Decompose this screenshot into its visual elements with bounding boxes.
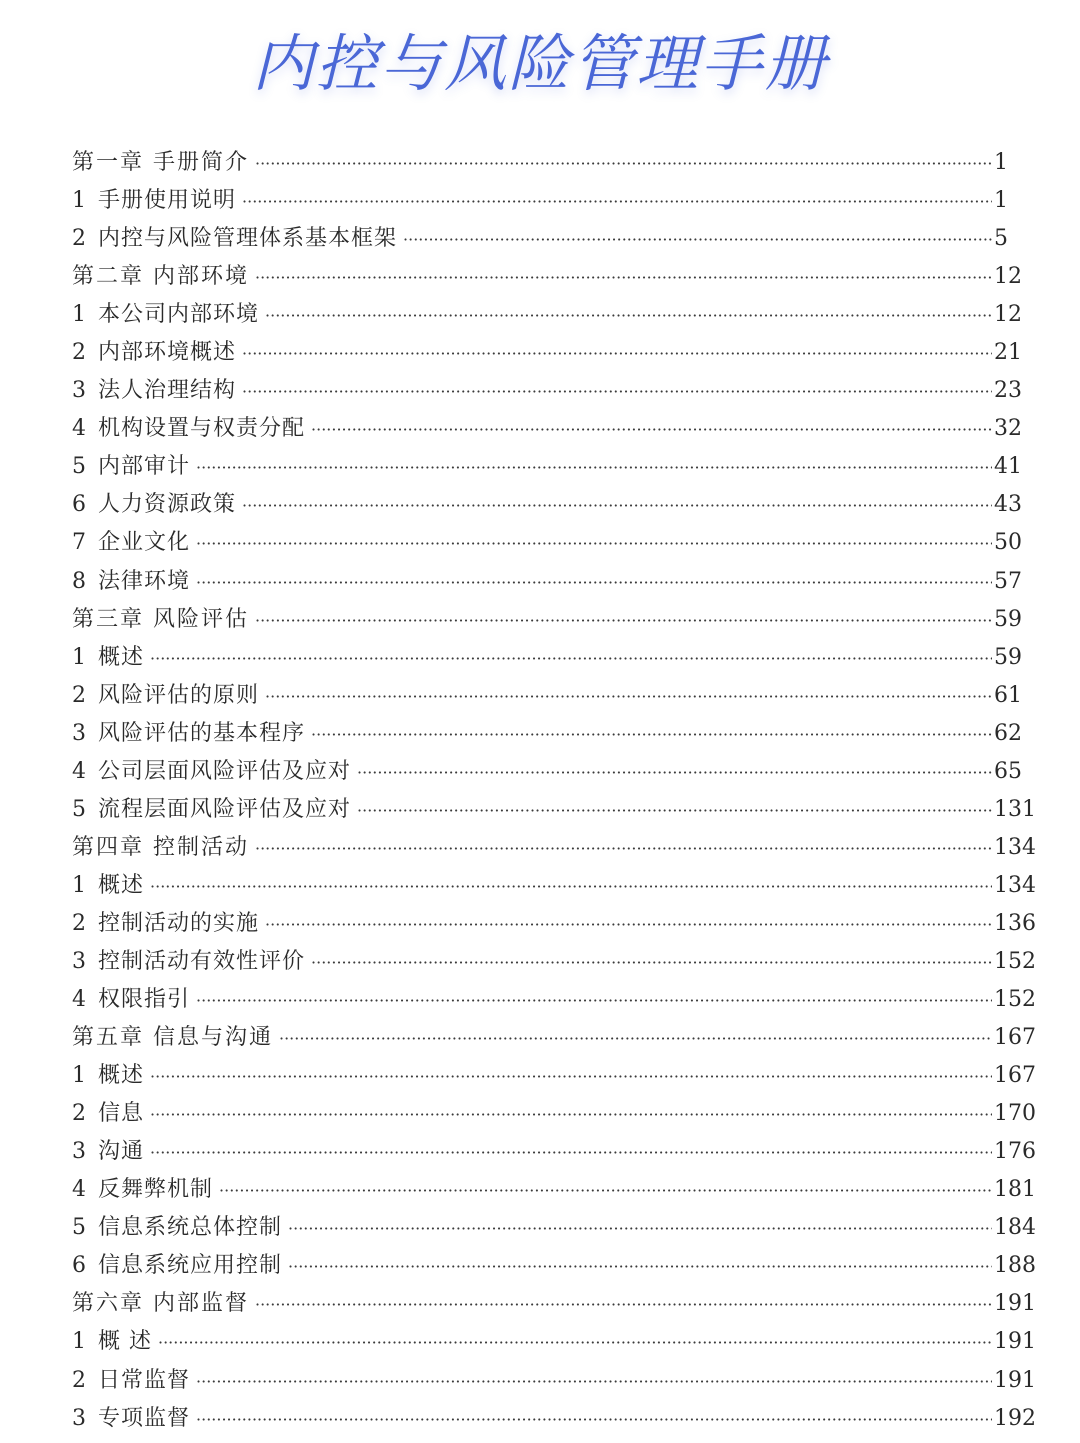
- toc-page-number: 65: [994, 758, 1022, 784]
- toc-page-number: 152: [994, 948, 1036, 974]
- toc-section-entry[interactable]: [72, 524, 1032, 562]
- toc-page-number: 23: [994, 378, 1022, 404]
- toc-entry-text: 第六章 内部监督: [72, 1291, 249, 1317]
- toc-entry-text: 权限指引: [98, 987, 191, 1013]
- toc-entry-text: 本公司内部环境: [98, 302, 260, 328]
- toc-entry-text: 法律环境: [98, 568, 191, 594]
- toc-section-entry[interactable]: [72, 639, 1032, 677]
- toc-section-entry[interactable]: [72, 220, 1032, 258]
- toc-entry-number: 1: [72, 1329, 87, 1355]
- toc-dot-leader: [255, 259, 992, 297]
- toc-entry-label: [72, 524, 190, 562]
- toc-entry-text: 专项监督: [98, 1405, 191, 1431]
- toc-dot-leader: [196, 449, 992, 487]
- toc-section-entry[interactable]: [72, 905, 1036, 943]
- toc-entry-number: 2: [72, 226, 87, 252]
- toc-page-number: 136: [994, 910, 1036, 936]
- toc-entry-label: [72, 981, 190, 1019]
- toc-page-number: 176: [994, 1139, 1036, 1165]
- toc-entry-number: 2: [72, 340, 87, 366]
- toc-entry-number: 1: [72, 644, 87, 670]
- toc-entry-text: 概述: [98, 872, 145, 898]
- toc-entry-text: 日常监督: [98, 1367, 191, 1393]
- toc-dot-leader: [242, 487, 992, 525]
- toc-section-entry[interactable]: [72, 791, 1036, 829]
- toc-dot-leader: [219, 1172, 992, 1210]
- toc-section-entry[interactable]: [72, 1247, 1036, 1285]
- toc-entry-text: 流程层面风险评估及应对: [98, 796, 352, 822]
- toc-chapter-entry[interactable]: [72, 258, 1032, 296]
- toc-dot-leader: [255, 145, 992, 183]
- toc-entry-number: 3: [72, 948, 87, 974]
- toc-page-number: 32: [994, 416, 1022, 442]
- toc-entry-label: [72, 715, 305, 753]
- toc-section-entry[interactable]: [72, 867, 1036, 905]
- toc-entry-number: 2: [72, 910, 87, 936]
- toc-dot-leader: [196, 1401, 992, 1439]
- toc-page-number: 5: [994, 226, 1008, 252]
- toc-page-number: 152: [994, 987, 1036, 1013]
- toc-section-entry[interactable]: [72, 1095, 1036, 1133]
- toc-entry-label: [72, 296, 259, 334]
- toc-entry-label: [72, 1285, 249, 1323]
- toc-entry-number: 4: [72, 987, 87, 1013]
- toc-entry-text: 第二章 内部环境: [72, 264, 249, 290]
- toc-page-number: 192: [994, 1405, 1036, 1431]
- toc-entry-text: 第三章 风险评估: [72, 606, 249, 632]
- toc-section-entry[interactable]: [72, 677, 1032, 715]
- toc-entry-text: 信息: [98, 1101, 145, 1127]
- toc-page-number: 134: [994, 872, 1036, 898]
- toc-dot-leader: [150, 1058, 992, 1096]
- toc-section-entry[interactable]: [72, 486, 1032, 524]
- toc-dot-leader: [255, 830, 992, 868]
- toc-entry-text: 信息系统总体控制: [98, 1215, 283, 1241]
- toc-entry-text: 风险评估的基本程序: [98, 720, 306, 746]
- table-of-contents: [72, 144, 1036, 1438]
- toc-entry-number: 2: [72, 1101, 87, 1127]
- toc-entry-label: [72, 639, 144, 677]
- toc-entry-text: 风险评估的原则: [98, 682, 260, 708]
- toc-dot-leader: [357, 754, 992, 792]
- toc-chapter-entry[interactable]: [72, 601, 1032, 639]
- toc-entry-number: 3: [72, 720, 87, 746]
- toc-dot-leader: [279, 1020, 992, 1058]
- toc-entry-text: 人力资源政策: [98, 492, 237, 518]
- toc-entry-label: [72, 1171, 213, 1209]
- toc-dot-leader: [255, 1286, 992, 1324]
- toc-section-entry[interactable]: [72, 334, 1032, 372]
- toc-chapter-entry[interactable]: [72, 1285, 1036, 1323]
- toc-entry-label: [72, 829, 249, 867]
- toc-entry-number: 3: [72, 1139, 87, 1165]
- toc-entry-label: [72, 448, 190, 486]
- toc-entry-label: [72, 753, 351, 791]
- page-title: 内控与风险管理手册: [251, 27, 828, 100]
- toc-page-number: 12: [994, 264, 1022, 290]
- toc-entry-number: 1: [72, 1063, 87, 1089]
- toc-dot-leader: [311, 944, 992, 982]
- toc-entry-label: [72, 182, 236, 220]
- toc-entry-text: 机构设置与权责分配: [98, 416, 306, 442]
- toc-entry-text: 企业文化: [98, 530, 191, 556]
- toc-page-number: 191: [994, 1291, 1036, 1317]
- toc-entry-label: [72, 601, 249, 639]
- toc-entry-text: 概述: [98, 1063, 145, 1089]
- toc-section-entry[interactable]: [72, 1400, 1036, 1438]
- toc-dot-leader: [288, 1210, 992, 1248]
- toc-entry-label: [72, 1057, 144, 1095]
- toc-entry-number: 2: [72, 682, 87, 708]
- toc-section-entry[interactable]: [72, 943, 1036, 981]
- toc-entry-label: [72, 1323, 152, 1361]
- toc-entry-number: 6: [72, 1253, 87, 1279]
- toc-section-entry[interactable]: [72, 563, 1032, 601]
- toc-entry-label: [72, 1362, 190, 1400]
- toc-entry-text: 法人治理结构: [98, 378, 237, 404]
- toc-section-entry[interactable]: [72, 1171, 1036, 1209]
- toc-page-number: 1: [994, 150, 1008, 175]
- toc-entry-number: 7: [72, 530, 87, 556]
- toc-entry-label: [72, 1209, 282, 1247]
- toc-section-entry[interactable]: [72, 1362, 1036, 1400]
- toc-page-number: 21: [994, 340, 1022, 366]
- toc-dot-leader: [242, 373, 992, 411]
- toc-entry-label: [72, 258, 249, 296]
- toc-page-number: 59: [994, 606, 1022, 632]
- toc-page-number: 50: [994, 530, 1022, 556]
- toc-dot-leader: [288, 1248, 992, 1286]
- toc-page-number: 191: [994, 1329, 1036, 1355]
- toc-entry-label: [72, 1247, 282, 1285]
- toc-dot-leader: [150, 868, 992, 906]
- toc-entry-label: [72, 220, 397, 258]
- toc-entry-label: [72, 1133, 144, 1171]
- toc-entry-number: 4: [72, 1177, 87, 1203]
- toc-dot-leader: [196, 982, 992, 1020]
- toc-page-number: 170: [994, 1101, 1036, 1127]
- toc-entry-text: 概述: [98, 644, 145, 670]
- toc-dot-leader: [196, 525, 992, 563]
- toc-page-number: 1: [994, 188, 1008, 214]
- toc-entry-label: [72, 905, 259, 943]
- toc-entry-text: 内控与风险管理体系基本框架: [98, 226, 398, 252]
- toc-entry-text: 内部审计: [98, 454, 191, 480]
- toc-section-entry[interactable]: [72, 715, 1032, 753]
- toc-section-entry[interactable]: [72, 372, 1032, 410]
- toc-page-number: 61: [994, 682, 1022, 708]
- toc-section-entry[interactable]: [72, 448, 1032, 486]
- toc-entry-text: 反舞弊机制: [98, 1177, 214, 1203]
- toc-page-number: 59: [994, 644, 1022, 670]
- toc-dot-leader: [357, 792, 992, 830]
- toc-dot-leader: [158, 1324, 992, 1362]
- toc-entry-text: 控制活动有效性评价: [98, 948, 306, 974]
- toc-entry-text: 信息系统应用控制: [98, 1253, 283, 1279]
- toc-entry-label: [72, 144, 249, 182]
- toc-page-number: 184: [994, 1215, 1036, 1241]
- toc-entry-number: 5: [72, 796, 87, 822]
- toc-page-number: 167: [994, 1025, 1036, 1051]
- toc-entry-label: [72, 1019, 273, 1057]
- toc-page-number: 134: [994, 834, 1036, 860]
- toc-entry-number: 8: [72, 568, 87, 594]
- toc-entry-label: [72, 372, 236, 410]
- toc-entry-text: 第一章 手册简介: [72, 150, 249, 175]
- toc-entry-number: 1: [72, 872, 87, 898]
- toc-entry-label: [72, 1095, 144, 1133]
- toc-section-entry[interactable]: [72, 1209, 1036, 1247]
- toc-entry-number: 3: [72, 378, 87, 404]
- toc-section-entry[interactable]: [72, 1057, 1036, 1095]
- toc-dot-leader: [265, 906, 992, 944]
- toc-section-entry[interactable]: [72, 753, 1032, 791]
- toc-dot-leader: [403, 221, 992, 259]
- toc-page-number: 167: [994, 1063, 1036, 1089]
- toc-dot-leader: [265, 678, 992, 716]
- toc-page-number: 62: [994, 720, 1022, 746]
- toc-entry-text: 控制活动的实施: [98, 910, 260, 936]
- toc-dot-leader: [242, 335, 992, 373]
- toc-entry-label: [72, 791, 351, 829]
- toc-entry-text: 概 述: [98, 1329, 152, 1355]
- toc-dot-leader: [196, 1363, 992, 1401]
- toc-page-number: 57: [994, 568, 1022, 594]
- toc-dot-leader: [311, 411, 992, 449]
- toc-dot-leader: [255, 602, 992, 640]
- toc-entry-text: 公司层面风险评估及应对: [98, 758, 352, 784]
- toc-dot-leader: [311, 716, 992, 754]
- toc-section-entry[interactable]: [72, 1133, 1036, 1171]
- toc-entry-label: [72, 943, 305, 981]
- toc-section-entry[interactable]: [72, 296, 1032, 334]
- toc-page-number: 43: [994, 492, 1022, 518]
- toc-entry-number: 1: [72, 302, 87, 328]
- toc-dot-leader: [150, 640, 992, 678]
- toc-dot-leader: [150, 1096, 992, 1134]
- toc-entry-number: 4: [72, 758, 87, 784]
- toc-entry-text: 第四章 控制活动: [72, 834, 249, 860]
- toc-entry-label: [72, 677, 259, 715]
- toc-entry-label: [72, 867, 144, 905]
- toc-page-number: 41: [994, 454, 1022, 480]
- toc-entry-number: 2: [72, 1367, 87, 1393]
- toc-dot-leader: [265, 297, 992, 335]
- toc-entry-text: 第五章 信息与沟通: [72, 1025, 273, 1051]
- toc-entry-text: 沟通: [98, 1139, 145, 1165]
- toc-section-entry[interactable]: [72, 410, 1032, 448]
- toc-entry-label: [72, 334, 236, 372]
- toc-page-number: 12: [994, 302, 1022, 328]
- toc-chapter-entry[interactable]: [72, 144, 1032, 182]
- toc-entry-label: [72, 486, 236, 524]
- toc-page-number: 191: [994, 1367, 1036, 1393]
- toc-chapter-entry[interactable]: [72, 829, 1036, 867]
- toc-section-entry[interactable]: [72, 1323, 1036, 1361]
- toc-chapter-entry[interactable]: [72, 1019, 1036, 1057]
- toc-entry-label: [72, 1400, 190, 1438]
- toc-entry-number: 1: [72, 188, 87, 214]
- toc-entry-text: 手册使用说明: [98, 188, 237, 214]
- toc-dot-leader: [242, 183, 992, 221]
- toc-page-number: 131: [994, 796, 1036, 822]
- toc-entry-label: [72, 563, 190, 601]
- toc-dot-leader: [150, 1134, 992, 1172]
- toc-entry-number: 4: [72, 416, 87, 442]
- toc-entry-number: 6: [72, 492, 87, 518]
- toc-entry-number: 3: [72, 1405, 87, 1431]
- toc-entry-text: 内部环境概述: [98, 340, 237, 366]
- toc-dot-leader: [196, 564, 992, 602]
- toc-section-entry[interactable]: [72, 182, 1032, 220]
- toc-entry-label: [72, 410, 305, 448]
- toc-section-entry[interactable]: [72, 981, 1036, 1019]
- toc-page-number: 181: [994, 1177, 1036, 1203]
- toc-entry-number: 5: [72, 1215, 87, 1241]
- toc-page-number: 188: [994, 1253, 1036, 1279]
- toc-entry-number: 5: [72, 454, 87, 480]
